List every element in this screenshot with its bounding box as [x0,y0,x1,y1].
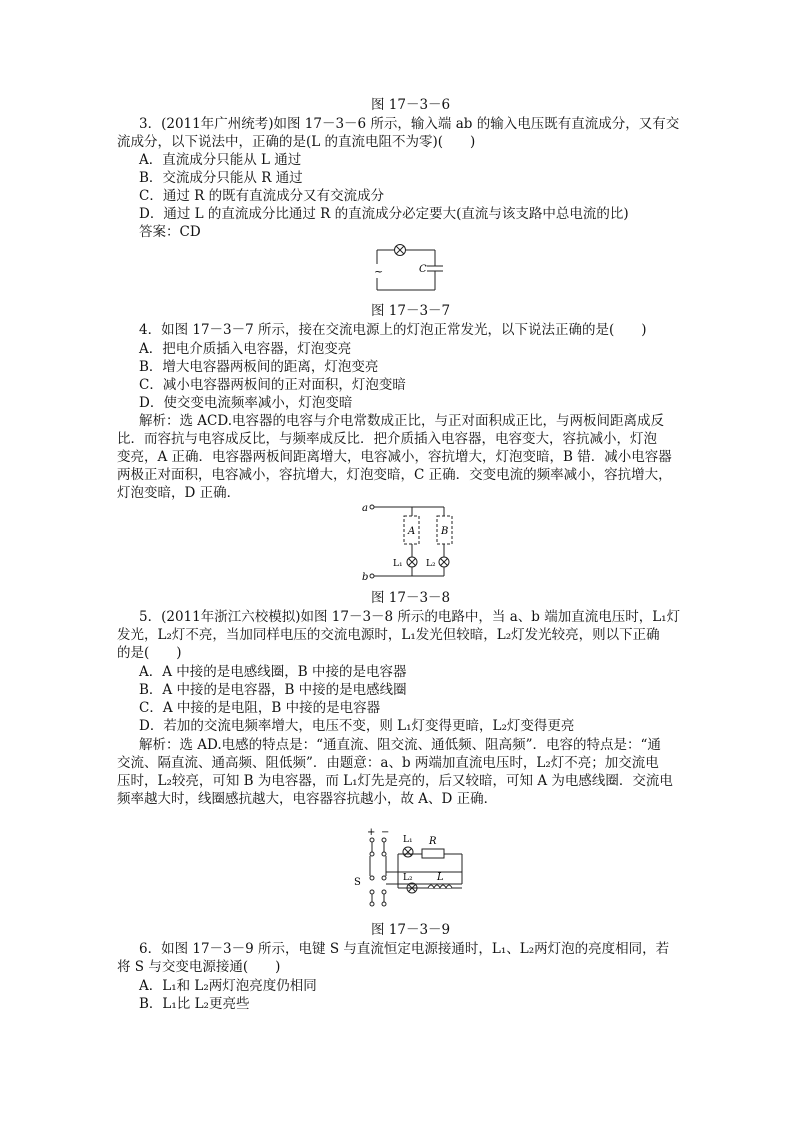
question-6-stem: 6．如图 17－3－9 所示，电键 S 与直流恒定电源接通时，L₁、L₂两灯泡的亮度相同，若 [139,941,670,957]
question-4-stem: 4．如图 17－3－7 所示，接在交流电源上的灯泡正常发光，以下说法正确的是( ) [139,322,647,338]
figure-caption-17-3-8: 图 17－3－8 [371,590,451,606]
question-4-option-c: C．减小电容器两板间的正对面积，灯泡变暗 [139,377,406,393]
question-5-analysis-line-4: 频率越大时，线圈感抗越大，电容器容抗越小，故 A、D 正确． [117,791,498,807]
terminal-a-label: a [362,503,368,514]
circuit-figure-17-3-8 [360,500,460,584]
lamp-l2-label: L₂ [426,559,436,569]
question-5-option-d: D．若加的交流电频率增大，电压不变，则 L₁灯变得更暗，L₂灯变得更亮 [139,718,575,734]
circuit-figure-17-3-7 [365,240,450,300]
question-3-stem: 3．(2011年广州统考)如图 17－3－6 所示，输入端 ab 的输入电压既有直流成分，又有交 [139,116,680,132]
question-6-stem-cont: 将 S 与交变电源接通( ) [117,959,281,975]
capacitor-label: C [419,264,427,275]
question-4-option-b: B．增大电容器两板间的距离，灯泡变亮 [139,359,379,375]
question-3-option-a: A．直流成分只能从 L 通过 [139,152,302,168]
question-6-option-b: B．L₁比 L₂更亮些 [139,996,250,1012]
question-4-analysis-line-3: 变亮，A 正确．电容器两板间距离增大，电容减小，容抗增大，灯泡变暗，B 错．减小电容器 [117,449,672,465]
question-5-analysis-line-3: 压时，L₂较亮，可知 B 为电容器，而 L₁灯先是亮的，后又较暗，可知 A 为电感线圈．交流电 [117,773,673,789]
switch-s-label: S [354,877,361,888]
question-5-analysis-line-1: 解析：选 AD.电感的特点是：“通直流、阻交流、通低频、阻高频”．电容的特点是：“通 [139,737,661,753]
box-a-label: A [408,526,416,537]
lamp-l1-label: L₁ [393,559,403,569]
question-5-option-c: C．A 中接的是电阻，B 中接的是电容器 [139,700,381,716]
question-5-stem-cont-1: 发光，L₂灯不亮，当加同样电压的交流电源时，L₁发光但较暗，L₂灯发光较亮，则以下正确 [117,627,660,643]
question-5-stem: 5．(2011年浙江六校模拟)如图 17－3－8 所示的电路中，当 a、b 端加直流电压时，L₁灯 [139,609,681,625]
box-b-label: B [441,526,449,537]
question-3-option-b: B．交流成分只能从 R 通过 [139,170,303,186]
question-3-option-c: C．通过 R 的既有直流成分又有交流成分 [139,188,385,204]
terminal-b-label: b [362,572,369,583]
question-3-option-d: D．通过 L 的直流成分比通过 R 的直流成分必定要大(直流与该支路中总电流的比) [139,206,629,222]
lamp-l1-label: L₁ [403,835,413,845]
question-4-option-d: D．使交变电流频率减小，灯泡变暗 [139,395,353,411]
question-4-option-a: A．把电介质插入电容器，灯泡变亮 [139,341,352,357]
minus-terminal-label: − [381,827,390,838]
question-4-analysis-line-1: 解析：选 ACD.电容器的电容与介电常数成正比，与正对面积成正比，与两板间距离成反 [139,413,665,429]
question-5-stem-cont-2: 的是( ) [117,645,182,661]
resistor-label: R [429,836,437,847]
question-5-analysis-line-2: 交流、隔直流、通高频、阻低频”．由题意：a、b 两端加直流电压时，L₂灯不亮；加交流电 [117,755,659,771]
figure-caption-17-3-7: 图 17－3－7 [371,303,451,319]
figure-caption-17-3-9: 图 17－3－9 [371,922,451,938]
question-3-answer: 答案：CD [139,224,201,240]
figure-caption-17-3-6: 图 17－3－6 [371,97,451,113]
question-5-option-a: A．A 中接的是电感线圈，B 中接的是电容器 [139,664,407,680]
plus-terminal-label: + [367,827,376,838]
question-4-analysis-line-4: 两极正对面积，电容减小，容抗增大，灯泡变暗，C 正确．交变电流的频率减小，容抗增大， [117,467,672,483]
lamp-l2-label: L₂ [403,873,413,883]
inductor-label: L [437,872,444,883]
ac-source-symbol: ~ [374,265,384,278]
circuit-figure-17-3-9 [352,826,470,918]
question-3-stem-cont: 流成分，以下说法中，正确的是(L 的直流电阻不为零)( ) [117,134,476,150]
question-6-option-a: A．L₁和 L₂两灯泡亮度仍相同 [139,978,317,994]
question-4-analysis-line-2: 比．而容抗与电容成反比，与频率成反比．把介质插入电容器，电容变大，容抗减小，灯泡 [117,431,657,447]
question-4-analysis-line-5: 灯泡变暗，D 正确． [117,485,241,501]
question-5-option-b: B．A 中接的是电容器，B 中接的是电感线圈 [139,682,407,698]
